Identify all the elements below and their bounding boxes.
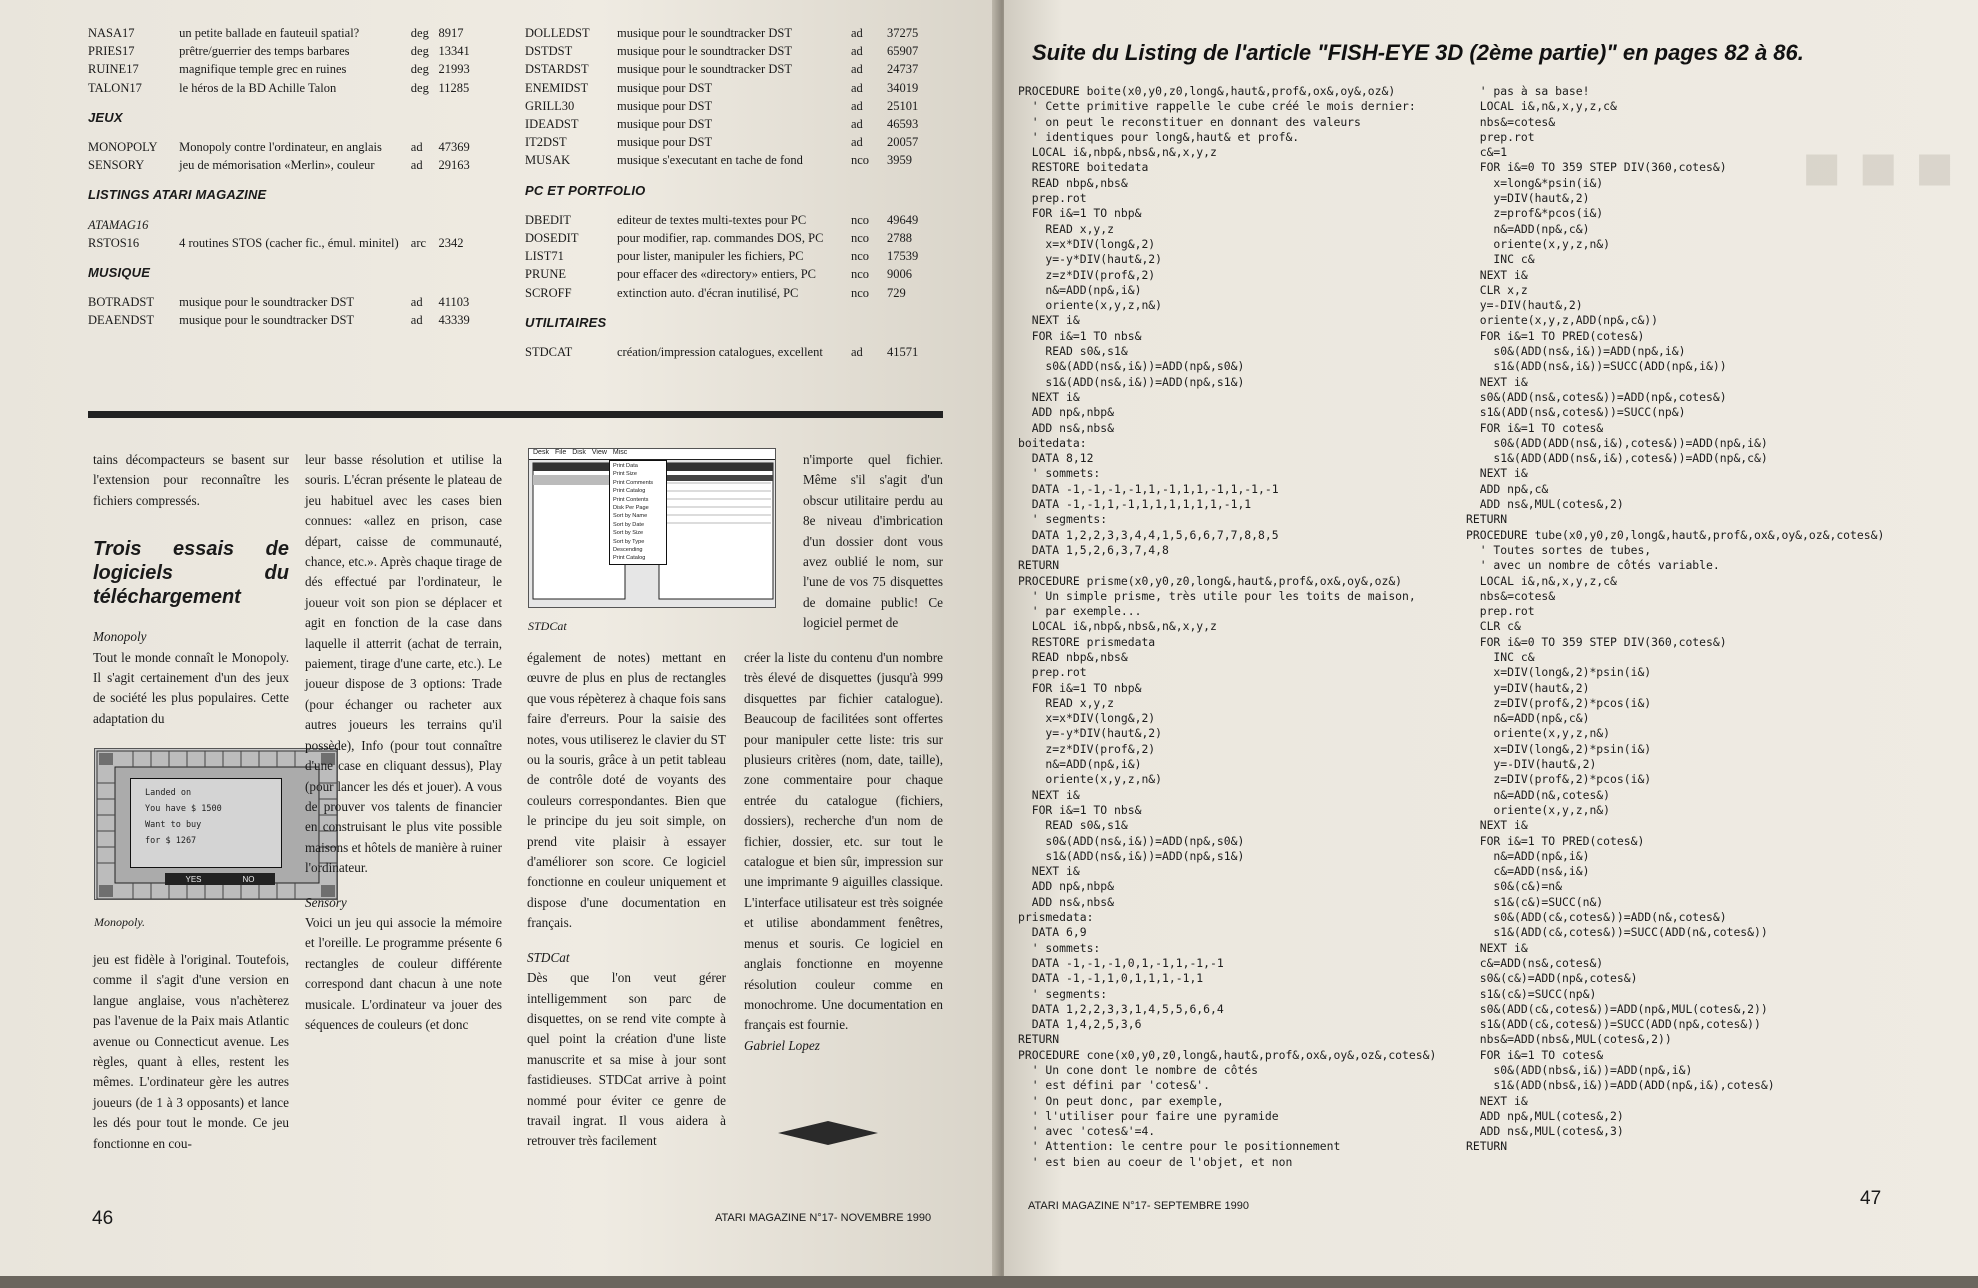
listing-desc: musique pour DST [617,135,713,150]
end-mark-diamond [778,1118,878,1148]
article-column-4-continued [744,648,943,1056]
listing-size: 729 [887,285,906,300]
listing-group [525,211,945,302]
listing-group [88,24,488,97]
listing-size: 49649 [887,212,919,227]
listing-group [88,234,488,252]
listing-row [88,293,488,311]
listing-row [525,115,945,133]
listing-row [525,79,945,97]
listing-column-1 [88,24,488,330]
dropdown-item[interactable]: Print Contents [613,496,649,503]
section-heading-utilitaires: UTILITAIRES [525,314,607,330]
listing-row [525,151,945,169]
listing-size: 21993 [438,62,470,77]
paragraph: également de notes) mettant en œuvre de plus en plus de rectangles que vous répèterez à chaque fois sans faire d'erreurs. Pour la saisie des notes, vous utiliserez le clavier du ST ou la souris, grâce à un petit tableau de contrôle doté de voyants des couleurs correspondantes. Bien que le principe du jeu soit simple, on prend vite plaisir à essayer d'améliorer son score. Ce logiciel fonctionne en couleur uniquement et dispose d'une documentation en français. [527,650,726,931]
listing-size: 65907 [887,44,919,59]
listing-name: SENSORY [88,158,145,173]
listing-name: DOLLEDST [525,26,590,40]
listing-row [525,42,945,60]
listing-desc: un petite ballade en fauteuil spatial? [179,26,360,40]
monopoly-caption: Monopoly. [94,915,145,929]
listing-size: 3959 [887,153,912,168]
listing-name: IDEADST [525,117,579,132]
listing-name: BOTRADST [88,295,154,310]
listing-type: ad [410,313,423,328]
code-listing-column-2: ' pas à sa base! LOCAL i&,n&,x,y,z,c& nbs&=cotes& prep.rot c&=1 FOR i&=0 TO 359 STEP DIV(360,cotes&) x=long&*psin(i&) y=DIV(haut&,2) z=prof&*pcos(i&) n&=ADD(np&,c&) oriente(x,y,z,n&) INC c& NEXT i& CLR x,z y=-DIV(haut&,2) oriente(x,y,z,ADD(np&,c&)) FOR i&=1 TO PRED(cotes&) s0&(ADD(ns&,i&))=ADD(np&,i&) s1&(ADD(ns&,i&))=SUCC(ADD(np&,i&)) NEXT i& s0&(ADD(ns&,cotes&))=ADD(np&,cotes&) s1&(ADD(ns&,cotes&))=SUCC(np&) FOR i&=1 TO cotes& s0&(ADD(ADD(ns&,i&),cotes&))=ADD(np&,i&) s1&(ADD(ADD(ns&,i&),cotes&))=ADD(np&,c&) NEXT i& ADD np&,c& ADD ns&,MUL(cotes&,2) RETURN PROCEDURE tube(x0,y0,z0,long&,haut&,prof&,ox&,oy&,oz&,cotes&) ' Toutes sortes de tubes, ' avec un nombre de côtés variable. LOCAL i&,n&,x,y,z,c& nbs&=cotes& prep.rot CLR c& FOR i&=0 TO 359 STEP DIV(360,cotes&) INC c& x=DIV(long&,2)*psin(i&) y=DIV(haut&,2) z=DIV(prof&,2)*pcos(i&) n&=ADD(np&,c&) oriente(x,y,z,n&) x=DIV(long&,2)*psin(i&) y=-DIV(haut&,2) z=DIV(prof&,2)*pcos(i&) n&=ADD(n&,cotes&) oriente(x,y,z,n&) NEXT i& FOR i&=1 TO PRED(cotes&) n&=ADD(np&,i&) c&=ADD(ns&,i&) s0&(c&)=n& s1&(c&)=SUCC(n&) s0&(ADD(c&,cotes&))=ADD(n&,cotes&) s1&(ADD(c&,cotes&))=SUCC(ADD(n&,cotes&)) NEXT i& c&=ADD(ns&,cotes&) s0&(c&)=ADD(np&,cotes&) s1&(c&)=SUCC(np&) s0&(ADD(c&,cotes&))=ADD(np&,MUL(cotes&,2)) s1&(ADD(c&,cotes&))=SUCC(ADD(np&,cotes&)) nbs&=ADD(nbs&,MUL(cotes&,2)) FOR i&=1 TO cotes& s0&(ADD(nbs&,i&))=ADD(np&,i&) s1&(ADD(nbs&,i&))=ADD(ADD(np&,i&),cotes&) NEXT i& ADD np&,MUL(cotes&,2) ADD ns&,MUL(cotes&,3) RETURN [1466,84,1885,1154]
listing-row [525,60,945,78]
monopoly-screenshot [94,748,338,900]
listing-type: ad [851,135,863,150]
paragraph: Dès que l'on veut gérer intelligemment son parc de disquettes, on se rend vite compte à quel point la création d'une liste manuscrite et sa mise à jour sont fastidieuses. STDCat arrive à point nommé pour éviter ce genre de travail ingrat. Il vous aidera à retrouver très facilement [527,970,726,1149]
listing-row [88,60,488,78]
listing-name: GRILL30 [525,98,575,113]
listing-size: 41571 [887,345,919,360]
listing-type: nco [851,267,870,282]
article-column-3 [527,648,726,1152]
dialog-line: You have $ 1500 [145,804,222,814]
listing-desc: 4 routines STOS (cacher fic., émul. minitel) [179,235,399,250]
listing-desc: musique pour DST [617,98,713,113]
dialog-line: for $ 1267 [145,836,197,846]
dropdown-item[interactable]: Print Size [613,471,637,478]
article-column-4 [803,450,943,634]
dropdown-item[interactable]: Sort by Date [613,521,645,528]
listing-size: 25101 [887,98,919,113]
listing-desc: pour modifier, rap. commandes DOS, PC [617,231,824,246]
dropdown-item[interactable]: Descending [613,547,643,554]
listing-row [88,42,488,60]
listing-name: RSTOS16 [88,235,140,250]
listing-type: arc [410,235,427,250]
listing-row [525,343,945,361]
page-number: 46 [92,1208,114,1229]
dialog-lines [145,785,275,849]
listing-row [88,138,488,156]
listing-name: ENEMIDST [525,80,589,95]
listing-row [525,265,945,283]
listing-name: LIST71 [525,249,564,264]
listing-type: ad [851,44,863,59]
dropdown-item[interactable]: Print Data [613,463,638,469]
listing-name: NASA17 [88,26,135,40]
listing-size: 24737 [887,62,919,77]
listing-group [88,293,488,329]
paragraph: jeu est fidèle à l'original. Toutefois, comme il s'agit d'une version en langue anglaise, vous n'achèterez pas l'avenue de la Paix mais Atlantic avenue ou Connecticut avenue. Les règles, quant à elles, restent les mêmes. L'ordinateur gère les autres joueurs (de 1 à 3 opposants) et lance les dés pour tout le monde. Ce jeu fonctionne en cou- [93,952,289,1151]
author-signature: Gabriel Lopez [744,1037,820,1053]
menu-item[interactable]: View [591,449,607,456]
listing-desc: jeu de mémorisation «Merlin», couleur [179,158,375,173]
stdcat-menubar [529,449,775,460]
listing-type: ad [851,345,863,360]
page-footer: ATARI MAGAZINE N°17- SEPTEMBRE 1990 [1028,1200,1249,1212]
section-heading-jeux: JEUX [88,109,123,125]
listing-type: ad [851,62,863,77]
listing-desc: editeur de textes multi-textes pour PC [617,212,807,227]
page-footer: ATARI MAGAZINE N°17- NOVEMBRE 1990 [715,1212,932,1224]
listing-size: 29163 [438,158,470,173]
listing-type: ad [410,140,423,155]
menu-item[interactable]: Misc [612,449,628,456]
menu-item[interactable]: File [554,449,567,456]
dropdown-item[interactable]: Disk Per Page [613,505,649,512]
listing-type: ad [851,80,863,95]
listing-type: ad [851,117,863,132]
listing-desc: musique pour le soundtracker DST [179,295,355,310]
subheading-monopoly: Monopoly [93,629,147,645]
listing-row [525,24,945,42]
listing-row [525,229,945,247]
paragraph: leur basse résolution et utilise la souris. L'écran présente le plateau de jeu habituel avec les cases bien connues: «allez en prison, case départ, caisse de communauté, chance, etc.». Après chaque tirage de dés effectué par l'ordinateur, le joueur voit son pion se déplacer et agit en fonction de la case dans laquelle il atterrit (achat de terrain, paiement, tirage d'une carte, etc.). Le joueur dispose de 3 options: Trade (pour échanger ou racheter aux autres joueurs les terrains qu'il possède), Info (pour tout connaître d'une case en cliquant dessus), Play (pour lancer les dés et jouer). A vous de prouver vos talents de financier en construisant le plus vite possible maisons et hôtels de manière à ruiner l'ordinateur. [305,452,502,876]
divider-rule [88,411,943,418]
listing-group [525,343,945,361]
monopoly-dialog-text [145,785,275,849]
page-number: 47 [1860,1188,1882,1209]
listing-row [88,234,488,252]
listing-desc: prêtre/guerrier des temps barbares [179,44,350,59]
no-button[interactable]: NO [242,874,255,884]
section-heading-musique: MUSIQUE [88,265,151,281]
section-heading-pc: PC ET PORTFOLIO [525,182,646,198]
listing-size: 2788 [887,231,912,246]
listing-row [525,284,945,302]
listing-desc: musique pour DST [617,117,713,132]
listing-row [88,156,488,174]
listing-column-2 [525,24,945,361]
section-heading-listings: LISTINGS ATARI MAGAZINE [88,187,267,203]
menu-item[interactable]: Disk [572,449,586,456]
listing-name: PRUNE [525,267,566,282]
listing-name: RUINE17 [88,62,139,77]
dialog-line: Want to buy [145,820,202,830]
listing-size: 8917 [438,26,464,40]
dialog-line: Landed on [145,788,192,798]
listing-size: 41103 [438,295,470,310]
bleed-through-graphic: ■ ■ ■ [1802,131,1954,203]
dropdown-item[interactable]: Print Comments [613,479,654,486]
listing-row [525,211,945,229]
listing-desc: le héros de la BD Achille Talon [179,80,337,95]
listing-name: DSTDST [525,44,573,59]
listing-name: DBEDIT [525,212,571,227]
listing-desc: musique pour le soundtracker DST [179,313,355,328]
paragraph: Tout le monde connaît le Monopoly. Il s'agit certainement d'un des jeux de société les plus populaires. Cette adaptation du [93,649,289,726]
stdcat-dropdown-menu [609,460,667,565]
scan-edge [0,1276,1978,1288]
listing-row [525,247,945,265]
listing-desc: Monopoly contre l'ordinateur, en anglais [179,140,382,155]
listing-size: 37275 [887,26,919,40]
listing-type: nco [851,249,870,264]
listing-row [88,24,488,42]
listing-desc: création/impression catalogues, excellent [617,345,823,360]
listing-name: MONOPOLY [88,140,158,155]
listing-desc: pour lister, manipuler les fichiers, PC [617,249,804,264]
code-listing-column-1: PROCEDURE boite(x0,y0,z0,long&,haut&,prof&,ox&,oy&,oz&) ' Cette primitive rappelle le cube créé le mois dernier: ' on peut le reconstituer en donnant des valeurs ' identiques pour long&,haut& et prof&. LOCAL i&,nbp&,nbs&,n&,x,y,z RESTORE boitedata READ nbp&,nbs& prep.rot FOR i&=1 TO nbp& READ x,y,z x=x*DIV(long&,2) y=-y*DIV(haut&,2) z=z*DIV(prof&,2) n&=ADD(np&,i&) oriente(x,y,z,n&) NEXT i& FOR i&=1 TO nbs& READ s0&,s1& s0&(ADD(ns&,i&))=ADD(np&,s0&) s1&(ADD(ns&,i&))=ADD(np&,s1&) NEXT i& ADD np&,nbp& ADD ns&,nbs& boitedata: DATA 8,12 ' sommets: DATA -1,-1,-1,-1,1,-1,1,1,-1,1,-1,-1 DATA -1,-1,1,-1,1,1,1,1,1,1,-1,1 ' segments: DATA 1,2,2,3,3,4,4,1,5,6,6,7,7,8,8,5 DATA 1,5,2,6,3,7,4,8 RETURN PROCEDURE prisme(x0,y0,z0,long&,haut&,prof&,ox&,oy&,oz&) ' Un simple prisme, très utile pour les toits de maison, ' par exemple... LOCAL i&,nbp&,nbs&,n&,x,y,z RESTORE prismedata READ nbp&,nbs& prep.rot FOR i&=1 TO nbp& READ x,y,z x=x*DIV(long&,2) y=-y*DIV(haut&,2) z=z*DIV(prof&,2) n&=ADD(np&,i&) oriente(x,y,z,n&) NEXT i& FOR i&=1 TO nbs& READ s0&,s1& s0&(ADD(ns&,i&))=ADD(np&,s0&) s1&(ADD(ns&,i&))=ADD(np&,s1&) NEXT i& ADD np&,nbp& ADD ns&,nbs& prismedata: DATA 6,9 ' sommets: DATA -1,-1,-1,0,1,-1,1,-1,-1 DATA -1,-1,1,0,1,1,1,-1,1 ' segments: DATA 1,2,2,3,3,1,4,5,5,6,6,4 DATA 1,4,2,5,3,6 RETURN PROCEDURE cone(x0,y0,z0,long&,haut&,prof&,ox&,oy&,oz&,cotes&) ' Un cone dont le nombre de côtés ' est défini par 'cotes&'. ' On peut donc, par exemple, ' l'utiliser pour faire une pyramide ' avec 'cotes&'=4. ' Attention: le centre pour le positionnement ' est bien au coeur de l'objet, et non [1018,84,1437,1169]
paragraph: créer la liste du contenu d'un nombre très élevé de disquettes (jusqu'à 999 disquettes par fichier catalogue). Beaucoup de facilitées sont offertes pour manipuler cette liste: tris sur plusieurs critères (nom, date, taille), zone commentaire pour chaque entrée du catalogue (fichiers, dossiers), recherche d'un nom de fichier, dossier, etc. sur tout le catalogue et bien sûr, impression sur une imprimante 9 aiguilles classique. L'interface utilisateur est très soignée et utilise abondamment fenêtres, menus et souris. Ce logiciel en anglais fonctionne en moyenne résolution couleur comme en monochrome. Une documentation en français est fournie. [744,650,943,1033]
listing-type: ad [410,158,423,173]
listing-size: 34019 [887,80,919,95]
listing-name: IT2DST [525,135,567,150]
listing-type: deg [410,80,429,95]
listing-size: 43339 [438,313,470,328]
listing-size: 20057 [887,135,919,150]
listing-type: deg [410,62,429,77]
paragraph: n'importe quel fichier. Même s'il s'agit d'un obscur utilitaire perdu au 8e niveau d'imbrication d'un dossier dont vous avez oublié le nom, sur l'une de vos 75 disquettes de domaine public! Ce logiciel permet de [803,452,943,631]
listing-size: 46593 [887,117,919,132]
listing-type: nco [851,212,870,227]
subheading-atamag: ATAMAG16 [88,217,149,232]
listing-type: ad [851,98,863,113]
listing-type: ad [851,26,863,40]
listing-desc: musique pour le soundtracker DST [617,26,792,40]
listing-size: 2342 [438,235,464,250]
article-column-2 [305,450,502,1035]
listing-type: deg [410,26,429,40]
listing-type: nco [851,231,870,246]
listing-desc: magnifique temple grec en ruines [179,62,347,77]
dropdown-item[interactable]: Sort by Size [613,530,644,537]
article-column-1-continued [93,950,289,1154]
listing-title: Suite du Listing de l'article "FISH-EYE 3D (2ème partie)" en pages 82 à 86. [1032,40,1804,65]
listing-size: 13341 [438,44,470,59]
listing-group [525,24,945,170]
dropdown-item[interactable]: Sort by Type [613,538,645,545]
listing-desc: musique pour DST [617,80,713,95]
yes-button[interactable]: YES [185,874,202,884]
stdcat-caption: STDCat [528,619,567,633]
listing-type: deg [410,44,429,59]
listing-row [88,311,488,329]
listing-name: DSTARDST [525,62,589,77]
subheading-sensory: Sensory [305,894,347,910]
listing-row [88,79,488,97]
listing-size: 47369 [438,140,470,155]
listing-row [525,133,945,151]
paragraph: tains décompacteurs se basent sur l'extension pour reconnaître les fichiers compressés. [93,452,289,508]
listing-row [525,97,945,115]
dropdown-item[interactable]: Print Catalog [613,555,646,562]
listing-name: TALON17 [88,80,142,95]
listing-desc: musique pour le soundtracker DST [617,44,792,59]
listing-desc: extinction auto. d'écran inutilisé, PC [617,285,799,300]
listing-type: nco [851,285,870,300]
listing-desc: pour effacer des «directory» entiers, PC [617,267,817,282]
listing-group [88,138,488,174]
listing-name: DOSEDIT [525,231,579,246]
paragraph: Voici un jeu qui associe la mémoire et l'oreille. Le programme présente 6 rectangles de couleur différente correspond dant chacun à une note musicale. L'ordinateur va jouer des séquences de couleurs (et donc [305,914,502,1032]
dropdown-item[interactable]: Print Catalog [613,488,646,495]
menu-item[interactable]: Desk [533,449,549,456]
listing-size: 17539 [887,249,919,264]
listing-size: 9006 [887,267,912,282]
listing-size: 11285 [438,80,470,95]
listing-name: MUSAK [525,153,571,168]
listing-type: ad [410,295,423,310]
listing-name: DEAENDST [88,313,154,328]
listing-desc: musique s'executant en tache de fond [617,153,803,168]
listing-desc: musique pour le soundtracker DST [617,62,792,77]
stdcat-screenshot [528,448,776,608]
listing-name: PRIES17 [88,44,135,59]
listing-type: nco [851,153,870,168]
monopoly-buttons [165,873,275,885]
dropdown-item[interactable]: Sort by Name [613,513,648,520]
article-column-1 [93,450,289,729]
listing-name: SCROFF [525,285,572,300]
article-heading: Trois essais de logiciels du téléchargement [93,538,289,609]
subheading-stdcat: STDCat [527,949,570,965]
listing-name: STDCAT [525,345,573,360]
